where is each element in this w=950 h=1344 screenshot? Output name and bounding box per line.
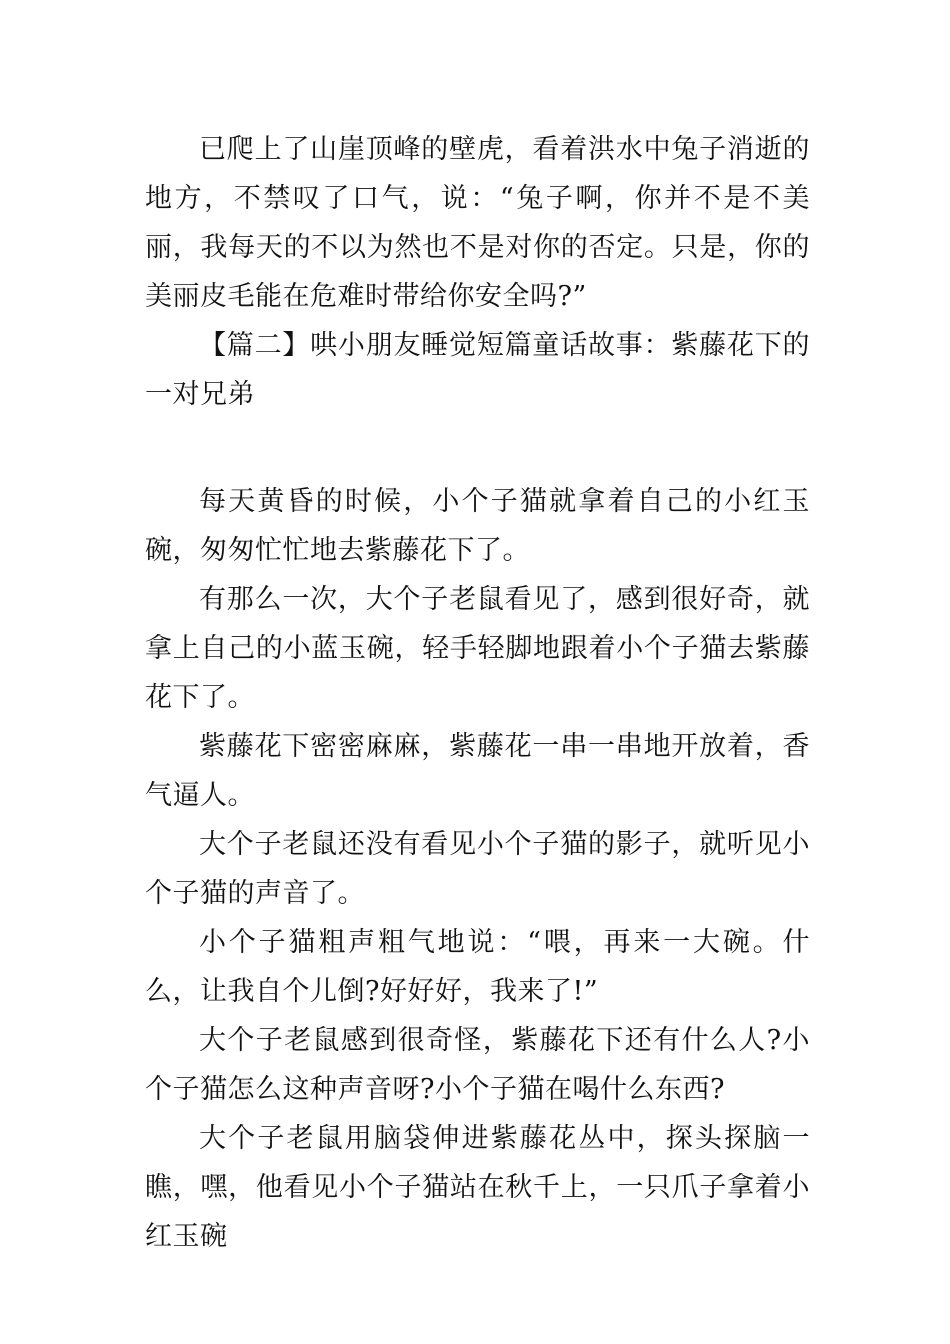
section-heading-part-two: 【篇二】哄小朋友睡觉短篇童话故事：紫藤花下的一对兄弟 [145,330,810,410]
paragraph-mouse-peeks: 大个子老鼠用脑袋伸进紫藤花丛中，探头探脑一瞧，嘿，他看见小个子猫站在秋千上，一只爪子拿着小红玉碗 [145,1123,810,1252]
paragraph-hears-voice: 大个子老鼠还没有看见小个子猫的影子，就听见小个子猫的声音了。 [145,829,810,909]
paragraph-dusk-cat: 每天黄昏的时候，小个子猫就拿着自己的小红玉碗，匆匆忙忙地去紫藤花下了。 [145,486,810,566]
paragraph-cat-speaks: 小个子猫粗声粗气地说：“喂，再来一大碗。什么，让我自个儿倒?好好好，我来了!” [145,927,810,1007]
paragraph-mouse-wonders: 大个子老鼠感到很奇怪，紫藤花下还有什么人?小个子猫怎么这种声音呀?小个子猫在喝什么东西? [145,1025,810,1105]
paragraph-wisteria-blooms: 紫藤花下密密麻麻，紫藤花一串一串地开放着，香气逼人。 [145,731,810,811]
paragraph-mouse-follows: 有那么一次，大个子老鼠看见了，感到很好奇，就拿上自己的小蓝玉碗，轻手轻脚地跟着小个子猫去紫藤花下了。 [145,584,810,713]
blank-spacer [145,419,810,477]
paragraph-gecko-sighs: 已爬上了山崖顶峰的壁虎，看着洪水中兔子消逝的地方，不禁叹了口气，说：“兔子啊，你并不是不美丽，我每天的不以为然也不是对你的否定。只是，你的美丽皮毛能在危难时带给你安全吗?” [145,134,810,312]
document-body [145,125,810,1261]
